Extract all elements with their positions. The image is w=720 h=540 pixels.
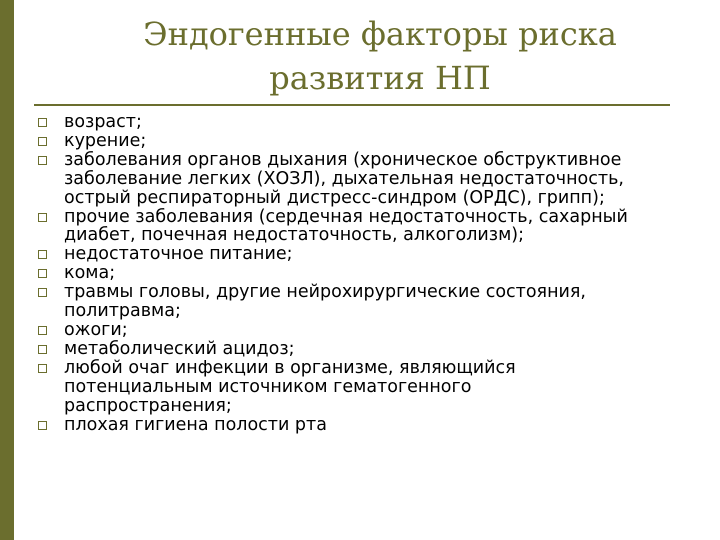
list-item-line: любой очаг инфекции в организме, являющийся: [64, 357, 516, 378]
square-bullet-icon: [38, 288, 47, 297]
list-item-line: потенциальным источником гематогенного: [64, 376, 472, 397]
square-bullet-icon: [38, 213, 47, 222]
square-bullet-icon: [38, 250, 47, 259]
list-item: [38, 113, 708, 132]
square-bullet-icon: [38, 345, 47, 354]
list-item-text: курение;: [64, 130, 147, 151]
title-divider: [34, 104, 670, 106]
risk-factor-list: [38, 113, 708, 434]
left-accent-band: [0, 0, 14, 540]
list-item-line: распространения;: [64, 395, 232, 416]
list-item: [38, 132, 708, 151]
list-item-text: возраст;: [64, 112, 142, 132]
list-item-text: недостаточное питание;: [64, 244, 293, 265]
square-bullet-icon: [38, 364, 47, 373]
list-item: [38, 151, 708, 208]
list-item-text: ожоги;: [64, 319, 128, 340]
list-item-text: кома;: [64, 263, 116, 284]
square-bullet-icon: [38, 326, 47, 335]
square-bullet-icon: [38, 421, 47, 430]
list-item: [38, 340, 708, 359]
slide-title-line-2: развития НП: [269, 59, 491, 97]
list-item-line: заболевания органов дыхания (хроническое обструктивное: [64, 149, 622, 170]
list-item: [38, 283, 708, 321]
list-item: [38, 245, 708, 264]
list-item-line: диабет, почечная недостаточность, алкоголизм);: [64, 225, 524, 246]
list-item-text: плохая гигиена полости рта: [64, 414, 327, 435]
square-bullet-icon: [38, 137, 47, 146]
list-item-line: заболевание легких (ХОЗЛ), дыхательная недостаточность,: [64, 168, 624, 189]
slide-title: [90, 12, 670, 100]
list-item-line: прочие заболевания (сердечная недостаточность, сахарный: [64, 206, 628, 227]
list-item: [38, 264, 708, 283]
list-item-line: острый респираторный дистресс-синдром (ОРДС), грипп);: [64, 187, 605, 208]
list-item: [38, 359, 708, 416]
slide-title-line-1: Эндогенные факторы риска: [143, 15, 617, 53]
list-item-line: травмы головы, другие нейрохирургические состояния,: [64, 282, 586, 303]
list-item: [38, 416, 708, 435]
square-bullet-icon: [38, 156, 47, 165]
square-bullet-icon: [38, 118, 47, 127]
list-item: [38, 208, 708, 246]
list-item-line: политравма;: [64, 301, 181, 322]
list-item: [38, 321, 708, 340]
list-item-text: метаболический ацидоз;: [64, 338, 295, 359]
square-bullet-icon: [38, 269, 47, 278]
